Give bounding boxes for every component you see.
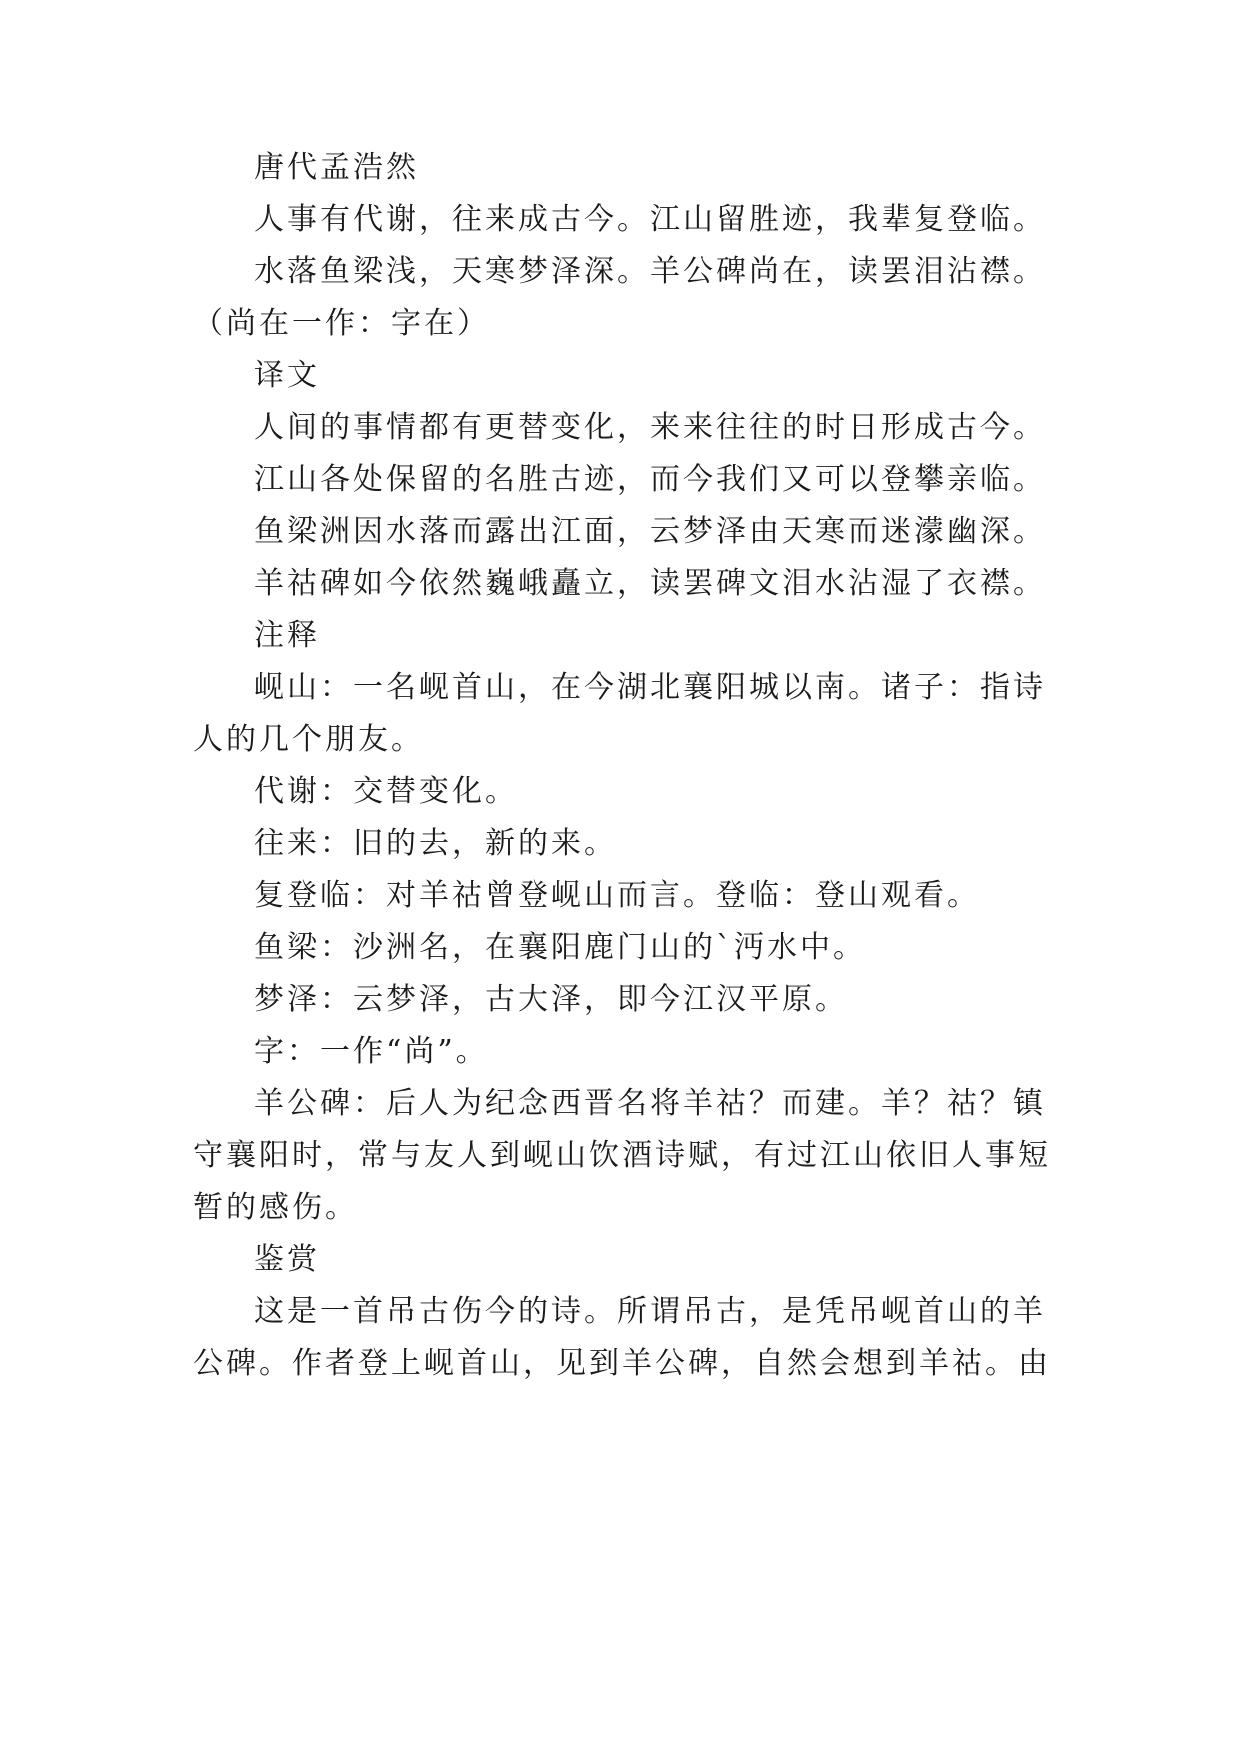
poem-line: 人事有代谢，往来成古今。江山留胜迹，我辈复登临。 [254,202,1046,237]
note-line: 梦泽：云梦泽，古大泽，即今江汉平原。 [254,982,848,1017]
variant-note: （尚在一作：字在） [193,306,490,341]
section-heading-notes: 注释 [254,618,320,653]
section-heading-translation: 译文 [254,358,320,393]
note-line: 羊公碑：后人为纪念西晋名将羊祜？而建。羊？祜？镇 [254,1086,1046,1121]
translation-line: 鱼梁洲因水落而露出江面，云梦泽由天寒而迷濛幽深。 [254,514,1046,549]
appreciation-line: 公碑。作者登上岘首山，见到羊公碑，自然会想到羊祜。由 [193,1346,1051,1381]
note-line: 鱼梁：沙洲名，在襄阳鹿门山的`沔水中。 [254,930,866,965]
note-line: 代谢：交替变化。 [254,774,518,809]
section-heading-appreciation: 鉴赏 [254,1242,320,1277]
note-line: 复登临：对羊祜曾登岘山而言。登临：登山观看。 [254,878,980,913]
translation-line: 江山各处保留的名胜古迹，而今我们又可以登攀亲临。 [254,462,1046,497]
note-line: 往来：旧的去，新的来。 [254,826,617,861]
note-line: 人的几个朋友。 [193,722,424,757]
translation-line: 羊祜碑如今依然巍峨矗立，读罢碑文泪水沾湿了衣襟。 [254,566,1046,601]
appreciation-line: 这是一首吊古伤今的诗。所谓吊古，是凭吊岘首山的羊 [254,1294,1046,1329]
note-line: 字：一作“尚”。 [254,1034,489,1069]
translation-line: 人间的事情都有更替变化，来来往往的时日形成古今。 [254,410,1046,445]
poem-line: 水落鱼梁浅，天寒梦泽深。羊公碑尚在，读罢泪沾襟。 [254,254,1046,289]
note-line: 守襄阳时，常与友人到岘山饮酒诗赋，有过江山依旧人事短 [193,1138,1051,1173]
author-line: 唐代孟浩然 [254,150,419,185]
note-line: 暂的感伤。 [193,1190,358,1225]
note-line: 岘山：一名岘首山，在今湖北襄阳城以南。诸子：指诗 [254,670,1046,705]
